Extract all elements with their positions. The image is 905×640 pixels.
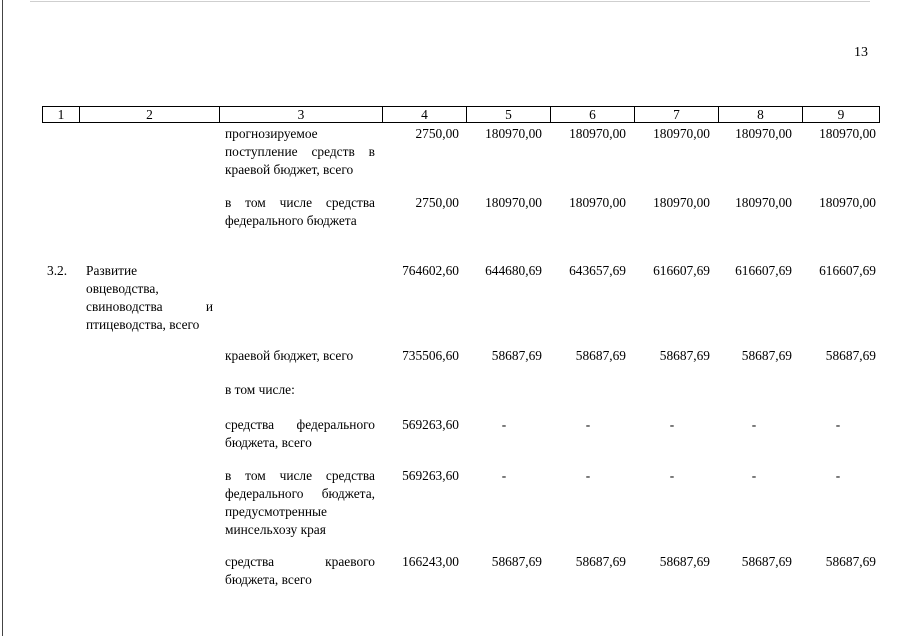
row-description: прогнозируемое поступление средств в краевой бюджет, всего xyxy=(225,126,375,177)
row-number: 3.2. xyxy=(47,263,68,278)
value-col-5: - xyxy=(501,417,507,432)
value-col-4: 166243,00 xyxy=(402,554,459,569)
row-description: средства федерального бюджета, всего xyxy=(225,417,375,450)
value-col-6: 58687,69 xyxy=(575,554,626,569)
value-col-7: - xyxy=(669,417,675,432)
value-col-9: 180970,00 xyxy=(819,195,876,210)
row-description: в том числе средства федерального бюджета, предусмотренные минсельхозу края xyxy=(225,468,375,537)
value-col-9: - xyxy=(835,468,841,483)
value-col-5: - xyxy=(501,468,507,483)
value-col-7: 616607,69 xyxy=(653,263,710,278)
value-col-6: - xyxy=(585,468,591,483)
value-col-4: 735506,60 xyxy=(402,348,459,363)
column-header-5: 5 xyxy=(467,107,551,122)
value-col-4: 2750,00 xyxy=(415,195,459,210)
page-number: 13 xyxy=(854,45,868,60)
value-col-5: 58687,69 xyxy=(491,348,542,363)
scan-edge-left xyxy=(2,0,3,636)
column-header-7: 7 xyxy=(635,107,719,122)
column-header-2: 2 xyxy=(80,107,220,122)
value-col-9: 616607,69 xyxy=(819,263,876,278)
column-header-3: 3 xyxy=(220,107,383,122)
value-col-6: - xyxy=(585,417,591,432)
row-description: в том числе средства федерального бюджета xyxy=(225,195,375,228)
value-col-7: 58687,69 xyxy=(659,554,710,569)
value-col-4: 569263,60 xyxy=(402,417,459,432)
scan-edge-top xyxy=(30,1,870,2)
value-col-8: 180970,00 xyxy=(735,195,792,210)
value-col-8: - xyxy=(751,417,757,432)
value-col-4: 569263,60 xyxy=(402,468,459,483)
value-col-7: 58687,69 xyxy=(659,348,710,363)
value-col-6: 180970,00 xyxy=(569,195,626,210)
value-col-9: 58687,69 xyxy=(825,348,876,363)
value-col-4: 764602,60 xyxy=(402,263,459,278)
row-name: Развитие овцеводства, свиноводства и птицеводства, всего xyxy=(86,263,213,332)
value-col-5: 180970,00 xyxy=(485,126,542,141)
value-col-8: 180970,00 xyxy=(735,126,792,141)
column-header-8: 8 xyxy=(719,107,803,122)
value-col-7: 180970,00 xyxy=(653,195,710,210)
column-header-9: 9 xyxy=(837,107,845,122)
value-col-6: 180970,00 xyxy=(569,126,626,141)
row-description: в том числе: xyxy=(225,382,295,397)
value-col-8: 58687,69 xyxy=(741,348,792,363)
row-description: краевой бюджет, всего xyxy=(225,348,354,363)
column-header-4: 4 xyxy=(383,107,467,122)
table-header-row xyxy=(42,106,880,123)
column-header-1: 1 xyxy=(43,107,80,122)
row-description: средства краевого бюджета, всего xyxy=(225,554,375,587)
value-col-7: - xyxy=(669,468,675,483)
value-col-6: 643657,69 xyxy=(569,263,626,278)
value-col-8: - xyxy=(751,468,757,483)
value-col-8: 616607,69 xyxy=(735,263,792,278)
column-header-6: 6 xyxy=(551,107,635,122)
value-col-5: 58687,69 xyxy=(491,554,542,569)
value-col-9: - xyxy=(835,417,841,432)
value-col-6: 58687,69 xyxy=(575,348,626,363)
value-col-4: 2750,00 xyxy=(415,126,459,141)
value-col-7: 180970,00 xyxy=(653,126,710,141)
value-col-5: 180970,00 xyxy=(485,195,542,210)
value-col-9: 180970,00 xyxy=(819,126,876,141)
value-col-5: 644680,69 xyxy=(485,263,542,278)
value-col-8: 58687,69 xyxy=(741,554,792,569)
value-col-9: 58687,69 xyxy=(825,554,876,569)
